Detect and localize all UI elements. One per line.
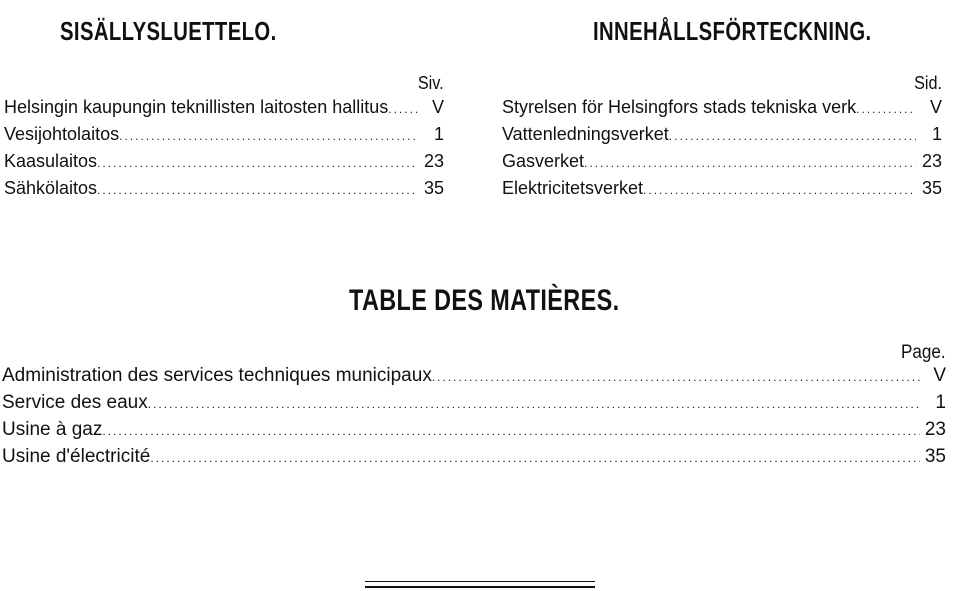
toc-swedish-page-header: Sid. — [914, 73, 942, 93]
toc-entry — [4, 148, 444, 175]
toc-finnish-title: SISÄLLYSLUETTELO. — [60, 16, 277, 46]
toc-entry — [4, 121, 444, 148]
toc-leader-dots — [388, 96, 418, 121]
toc-entry-label: Styrelsen för Helsingfors stads tekniska verk — [502, 97, 857, 117]
toc-entry-label: Gasverket — [502, 151, 585, 171]
toc-entry-page: 1 — [931, 124, 942, 144]
toc-entry-page: V — [933, 365, 946, 386]
toc-entry-page: 35 — [921, 178, 942, 198]
toc-leader-dots — [102, 418, 920, 443]
toc-entry — [502, 148, 942, 175]
toc-leader-dots — [97, 177, 418, 202]
toc-leader-dots — [119, 123, 418, 148]
toc-swedish-entries — [502, 94, 942, 202]
toc-entry-label: Usine à gaz — [2, 419, 103, 440]
toc-entry — [502, 121, 942, 148]
toc-leader-dots — [150, 445, 920, 470]
closing-rule-thin — [365, 581, 595, 582]
toc-finnish-entries — [4, 94, 444, 202]
toc-entry-label: Vattenledningsverket — [502, 124, 669, 144]
toc-entry-page: 23 — [924, 419, 946, 440]
toc-french — [0, 270, 960, 480]
toc-leader-dots — [432, 364, 920, 389]
toc-leader-dots — [669, 123, 916, 148]
toc-entry — [502, 94, 942, 121]
toc-entry — [4, 94, 444, 121]
toc-entry-page: 35 — [423, 178, 444, 198]
toc-entry — [2, 416, 946, 443]
toc-french-page-header: Page. — [901, 342, 946, 363]
toc-entry-label: Service des eaux — [2, 392, 148, 413]
toc-leader-dots — [97, 150, 418, 175]
toc-entry — [502, 175, 942, 202]
toc-finnish — [0, 0, 460, 220]
toc-leader-dots — [148, 391, 920, 416]
toc-leader-dots — [643, 177, 916, 202]
toc-entry-page: 35 — [924, 446, 946, 467]
toc-entry-label: Administration des services techniques municipaux — [2, 365, 432, 386]
toc-leader-dots — [856, 96, 916, 121]
toc-entry-page: 1 — [433, 124, 444, 144]
toc-french-title: TABLE DES MATIÈRES. — [349, 284, 620, 317]
toc-entry-page: 1 — [935, 392, 946, 413]
toc-entry-page: 23 — [921, 151, 942, 171]
toc-leader-dots — [584, 150, 916, 175]
closing-rule-thick — [365, 586, 595, 588]
toc-swedish-title: INNEHÅLLSFÖRTECKNING. — [593, 16, 872, 46]
toc-entry-label: Vesijohtolaitos — [4, 124, 120, 144]
toc-entry-page: 23 — [423, 151, 444, 171]
toc-finnish-page-header: Siv. — [418, 73, 444, 93]
toc-entry — [2, 443, 946, 470]
toc-entry — [4, 175, 444, 202]
toc-entry — [2, 362, 946, 389]
toc-entry-label: Usine d'électricité — [2, 446, 151, 467]
toc-entry-page: V — [431, 97, 444, 117]
toc-entry-label: Kaasulaitos — [4, 151, 98, 171]
toc-entry-label: Helsingin kaupungin teknillisten laitosten hallitus — [4, 97, 389, 117]
toc-swedish — [497, 0, 960, 220]
toc-entry — [2, 389, 946, 416]
toc-entry-label: Elektricitetsverket — [502, 178, 644, 198]
toc-french-entries — [2, 362, 946, 470]
toc-entry-label: Sähkölaitos — [4, 178, 98, 198]
toc-entry-page: V — [929, 97, 942, 117]
